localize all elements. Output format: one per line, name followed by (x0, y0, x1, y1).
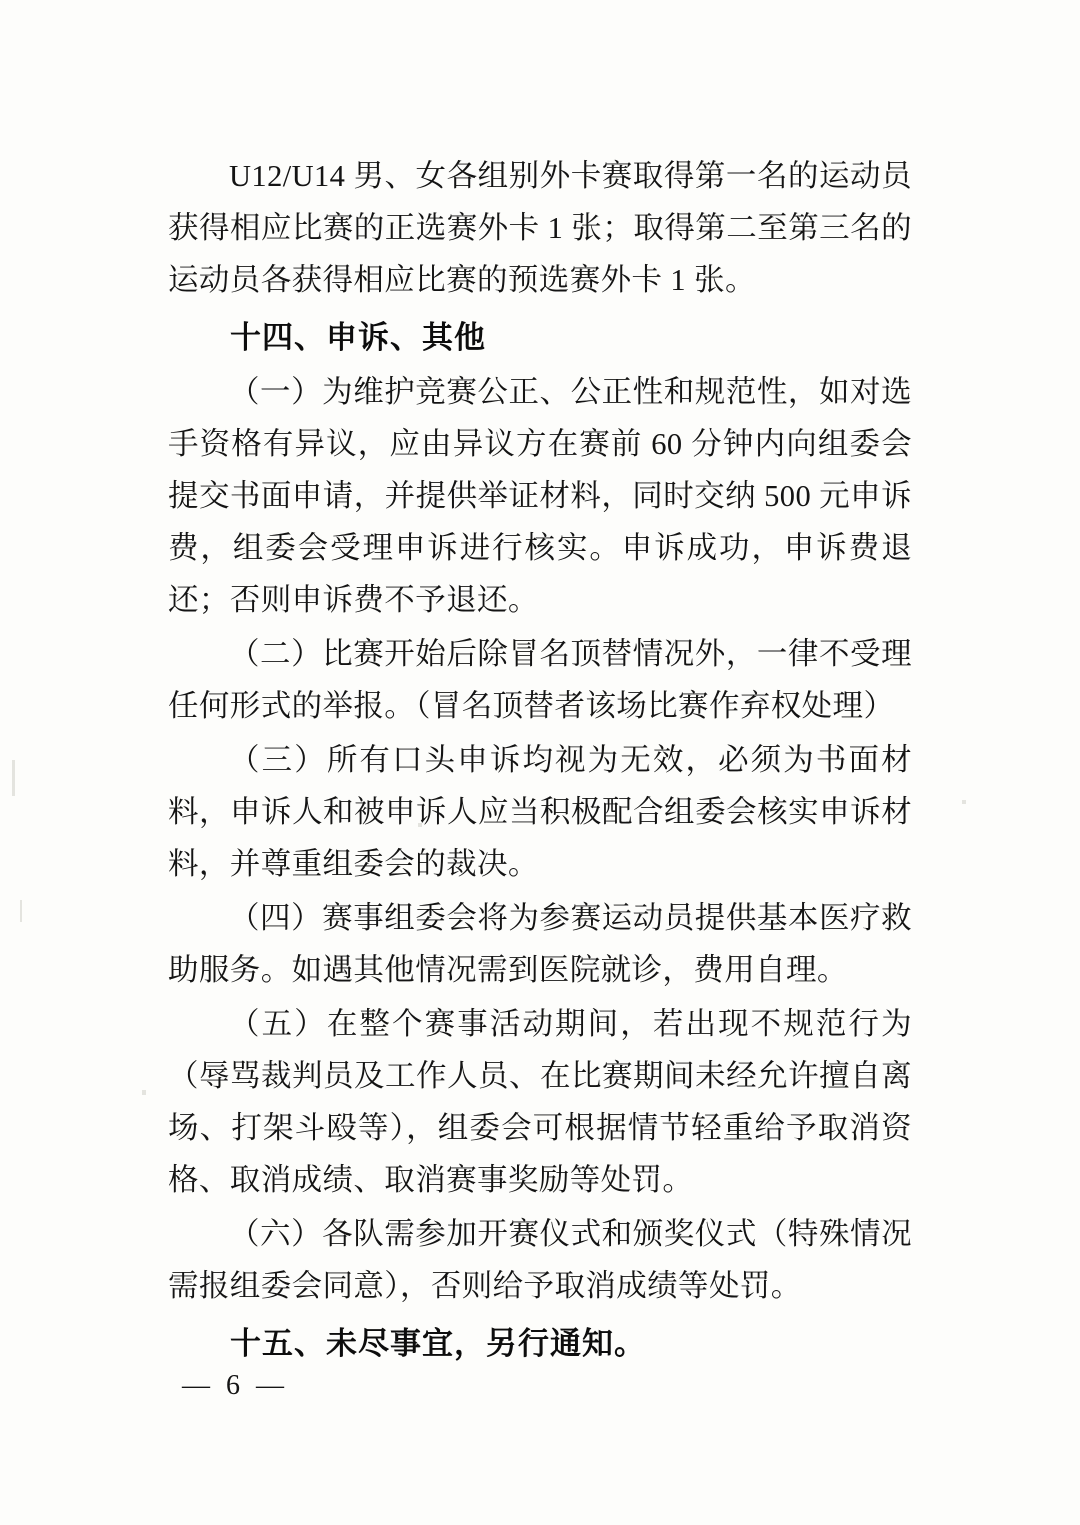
page-footer (168, 1370, 912, 1402)
paragraph-item-six: （六）各队需参加开赛仪式和颁奖仪式（特殊情况需报组委会同意），否则给予取消成绩等处罚。 (168, 1217, 912, 1303)
section-heading-fifteen: 十五、未尽事宜，另行通知。 (230, 1326, 646, 1361)
scan-speck (962, 800, 966, 804)
paragraph-item-two: （二）比赛开始后除冒名顶替情况外，一律不受理任何形式的举报。（冒名顶替者该场比赛作弃权处理） (168, 637, 912, 723)
paragraph-wildcard-allocation: U12/U14 男、女各组别外卡赛取得第一名的运动员获得相应比赛的正选赛外卡 1 张；取得第二至第三名的运动员各获得相应比赛的预选赛外卡 1 张。 (168, 159, 912, 297)
paragraph-item-four: （四）赛事组委会将为参赛运动员提供基本医疗救助服务。如遇其他情况需到医院就诊，费用自理。 (168, 901, 912, 987)
page-number: 6 (226, 1370, 242, 1401)
scan-speck (20, 900, 22, 922)
paragraph-item-three: （三）所有口头申诉均视为无效，必须为书面材料，申诉人和被申诉人应当积极配合组委会核实申诉材料，并尊重组委会的裁决。 (168, 743, 912, 881)
page-number-left-dash: — (182, 1370, 212, 1401)
paragraph-item-one: （一）为维护竞赛公正、公正性和规范性，如对选手资格有异议，应由异议方在赛前 60 分钟内向组委会提交书面申请，并提供举证材料，同时交纳 500 元申诉费，组委会受理申诉进行核实。申诉成功，申诉费退还；否则申诉费不予退还。 (168, 375, 912, 617)
paragraph-item-five: （五）在整个赛事活动期间，若出现不规范行为（辱骂裁判员及工作人员、在比赛期间未经允许擅自离场、打架斗殴等），组委会可根据情节轻重给予取消资格、取消成绩、取消赛事奖励等处罚。 (168, 1007, 912, 1197)
page-number-right-dash: — (256, 1370, 286, 1401)
document-body (168, 150, 912, 1372)
scan-speck (12, 760, 15, 796)
scan-speck (142, 1090, 146, 1095)
section-heading-fourteen: 十四、申诉、其他 (230, 320, 486, 355)
